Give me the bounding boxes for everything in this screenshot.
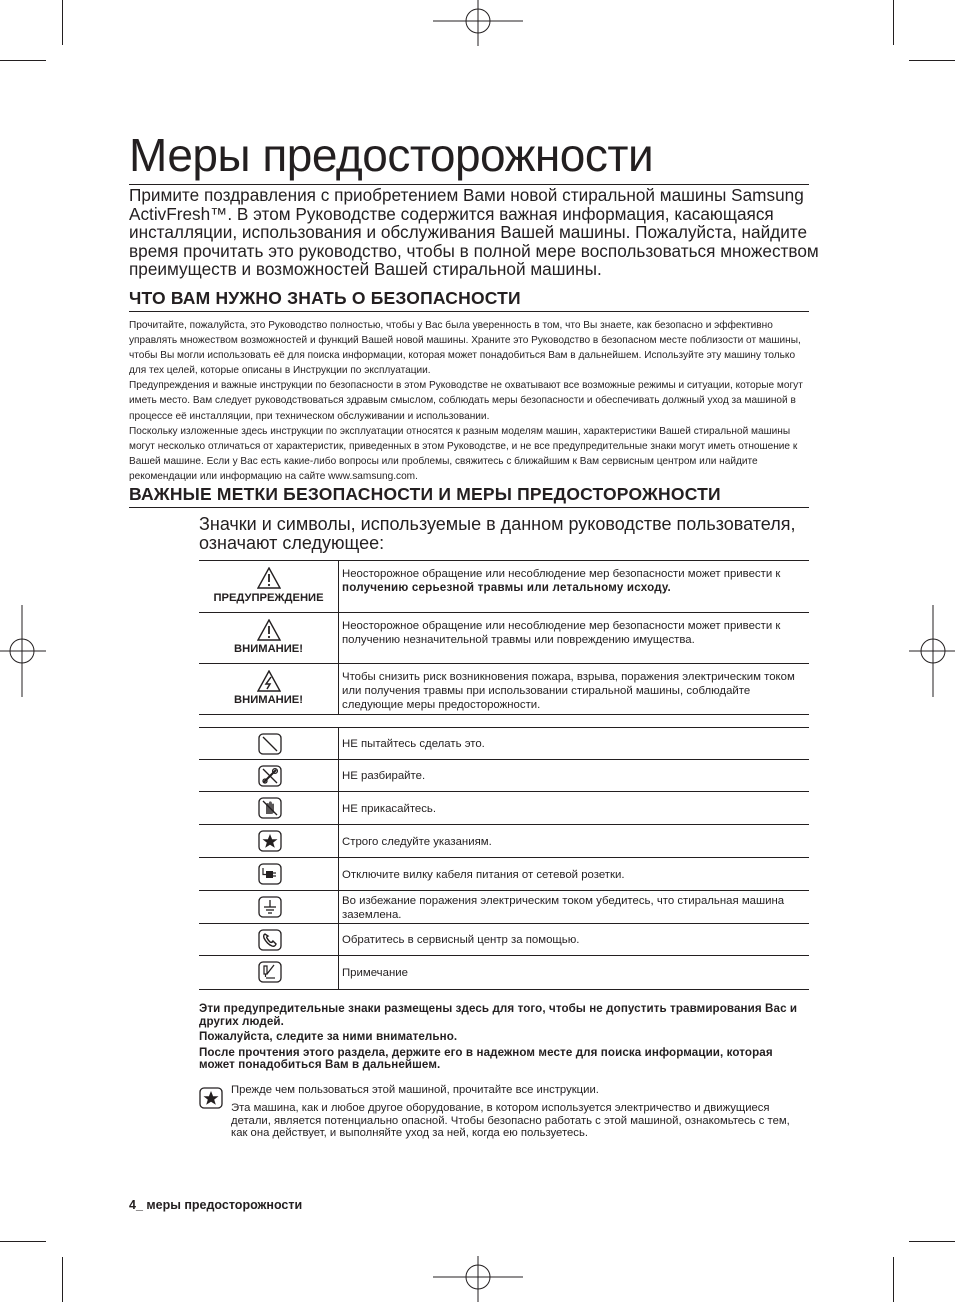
- warning-row: [199, 560, 809, 613]
- caution-label: ВНИМАНИЕ!: [234, 643, 303, 655]
- symbol-icon-cell: [199, 825, 339, 858]
- symbol-icon-cell: [199, 760, 339, 792]
- registration-mark-icon: [909, 605, 955, 697]
- caution-triangle-icon: [257, 619, 281, 641]
- crop-mark: [62, 1257, 63, 1302]
- crop-mark: [62, 0, 63, 45]
- warning-text: Неосторожное обращение или несоблюдение мер безопасности может привести к получению серьезной травмы или летальному исходу.: [342, 568, 781, 594]
- symbol-text: НЕ разбирайте.: [342, 770, 426, 782]
- no-disassembly-icon: [258, 765, 282, 787]
- symbol-row: [199, 759, 809, 792]
- crop-mark: [893, 1257, 894, 1302]
- safety-body: [129, 318, 813, 484]
- symbol-icon-cell: [199, 858, 339, 891]
- warning-icon-cell: [199, 561, 339, 613]
- registration-mark-icon: [0, 605, 46, 697]
- important-notes: [199, 1003, 809, 1075]
- symbol-text: Обратитесь в сервисный центр за помощью.: [342, 934, 580, 946]
- symbol-icon-cell: [199, 924, 339, 956]
- symbol-row: [199, 727, 809, 760]
- table-gap: [199, 714, 809, 715]
- symbol-row: [199, 791, 809, 825]
- symbol-text: Примечание: [342, 966, 408, 979]
- crop-mark: [893, 0, 894, 45]
- safety-paragraph: Прочитайте, пожалуйста, это Руководство полностью, чтобы у Вас была уверенность в том, что Вы знаете, как безопасно и эффективно управлять множеством возможностей и функций Вашей новой машины. Храните это Руководство в безопасном месте поблизости от машины, чтобы Вы могли использовать её для поиска информации, которая может понадобиться Вам в дальнейшем. Используйте эту машину только для тех целей, которые описаны в Инструкции по эксплуатации.: [129, 320, 801, 377]
- symbol-row: [199, 890, 809, 924]
- electric-caution-icon-cell: [199, 664, 339, 715]
- page-title: Меры предосторожности: [129, 126, 809, 185]
- caution-row: [199, 612, 809, 664]
- registration-mark-icon: [433, 0, 523, 46]
- page-footer: 4_ меры предосторожности: [129, 1198, 303, 1212]
- crop-mark: [0, 1241, 46, 1242]
- follow-instructions-star-icon: [199, 1087, 223, 1109]
- symbol-icon-cell: [199, 956, 339, 989]
- unplug-icon: [258, 863, 282, 885]
- safety-paragraph: Поскольку изложенные здесь инструкции по эксплуатации относятся к разным моделям машин, характеристики Вашей стиральной машины могут несколько отличаться от характеристик, приведенных в этом Руководстве, и не все предупредительные знаки могут иметь отношение к Вашей машине. Если у Вас есть какие-либо вопросы или проблемы, свяжитесь с ближайшим к Вам сервисным центром или найдите рекомендации или информацию на сайте www.samsung.com.: [129, 425, 798, 482]
- warning-text-emphasis: получению серьезной травмы или летальному исходу.: [342, 581, 671, 594]
- note-icon: [258, 961, 282, 983]
- safety-paragraph: Предупреждения и важные инструкции по безопасности в этом Руководстве не охватывают все возможные режимы и ситуации, которые могут иметь место. Вам следует руководствоваться здравым смыслом, соблюдать меры безопасности и обеспечивать должный уход за машиной в процессе её инсталляции, при техническом обслуживании и использовании.: [129, 380, 803, 422]
- electric-caution-row: [199, 663, 809, 715]
- symbol-text: НЕ пытайтесь сделать это.: [342, 738, 485, 750]
- symbol-text: Во избежание поражения электрическим током убедитесь, что стиральная машина заземлена.: [342, 894, 785, 921]
- electric-caution-text: Чтобы снизить риск возникновения пожара, взрыва, поражения электрическим током или получения травмы при использовании стиральной машины, соблюдайте следующие меры предосторожности.: [342, 671, 795, 711]
- caution-text: Неосторожное обращение или несоблюдение мер безопасности может привести к получению незначительной травмы или повреждению имущества.: [342, 620, 781, 646]
- prohibited-icon: [258, 733, 282, 755]
- warning-label: ПРЕДУПРЕЖДЕНИЕ: [213, 592, 324, 604]
- symbol-row: [199, 923, 809, 956]
- electric-caution-triangle-icon: [257, 670, 281, 692]
- symbols-intro: Значки и символы, используемые в данном руководстве пользователя, означают следующее:: [199, 514, 796, 553]
- star-instruction: Прежде чем пользоваться этой машиной, прочитайте все инструкции.: [231, 1084, 599, 1096]
- symbol-text: НЕ прикасайтесь.: [342, 802, 437, 815]
- electric-caution-label: ВНИМАНИЕ!: [234, 694, 303, 706]
- crop-mark: [909, 1241, 955, 1242]
- warning-triangle-icon: [257, 567, 281, 589]
- important-note: После прочтения этого раздела, держите его в надежном месте для поиска информации, которая может понадобиться Вам в дальнейшем.: [199, 1045, 773, 1072]
- crop-mark: [909, 60, 955, 61]
- symbol-icon-cell: [199, 891, 339, 924]
- section-heading-safety: ЧТО ВАМ НУЖНО ЗНАТЬ О БЕЗОПАСНОСТИ: [129, 288, 809, 312]
- service-phone-icon: [258, 929, 282, 951]
- symbol-text: Строго следуйте указаниям.: [342, 835, 492, 848]
- ground-icon: [258, 896, 282, 918]
- section-heading-safety-marks: ВАЖНЫЕ МЕТКИ БЕЗОПАСНОСТИ И МЕРЫ ПРЕДОСТОРОЖНОСТИ: [129, 484, 809, 508]
- symbol-icon-cell: [199, 792, 339, 825]
- important-note: Пожалуйста, следите за ними внимательно.: [199, 1030, 458, 1044]
- star-instructions: [199, 1084, 809, 1145]
- symbol-row: [199, 955, 809, 990]
- registration-mark-icon: [433, 1256, 523, 1302]
- follow-instructions-star-icon: [258, 830, 282, 852]
- symbol-row: [199, 824, 809, 858]
- star-instruction: Эта машина, как и любое другое оборудование, в котором используется электричество и движущиеся детали, является потенциально опасной. Чтобы безопасно работать с этой машиной, ознакомьтесь с тем, как она действует, и выполняйте уход за ней, когда ею пользуетесь.: [231, 1101, 790, 1140]
- intro-paragraph: Примите поздравления с приобретением Вами новой стиральной машины Samsung ActivFresh™. В этом Руководстве содержится важная информация, касающаяся инсталляции, использования и обслуживания Вашей машины. Пожалуйста, найдите время прочитать это руководство, чтобы в полной мере воспользоваться множеством преимуществ и возможностей Вашей стиральной машины.: [129, 185, 819, 279]
- symbol-row: [199, 857, 809, 891]
- caution-icon-cell: [199, 613, 339, 664]
- no-touch-icon: [258, 797, 282, 819]
- symbol-text: Отключите вилку кабеля питания от сетевой розетки.: [342, 868, 625, 881]
- symbol-icon-cell: [199, 728, 339, 760]
- crop-mark: [0, 60, 46, 61]
- important-note: Эти предупредительные знаки размещены здесь для того, чтобы не допустить травмирования Вас и других людей.: [199, 1002, 798, 1028]
